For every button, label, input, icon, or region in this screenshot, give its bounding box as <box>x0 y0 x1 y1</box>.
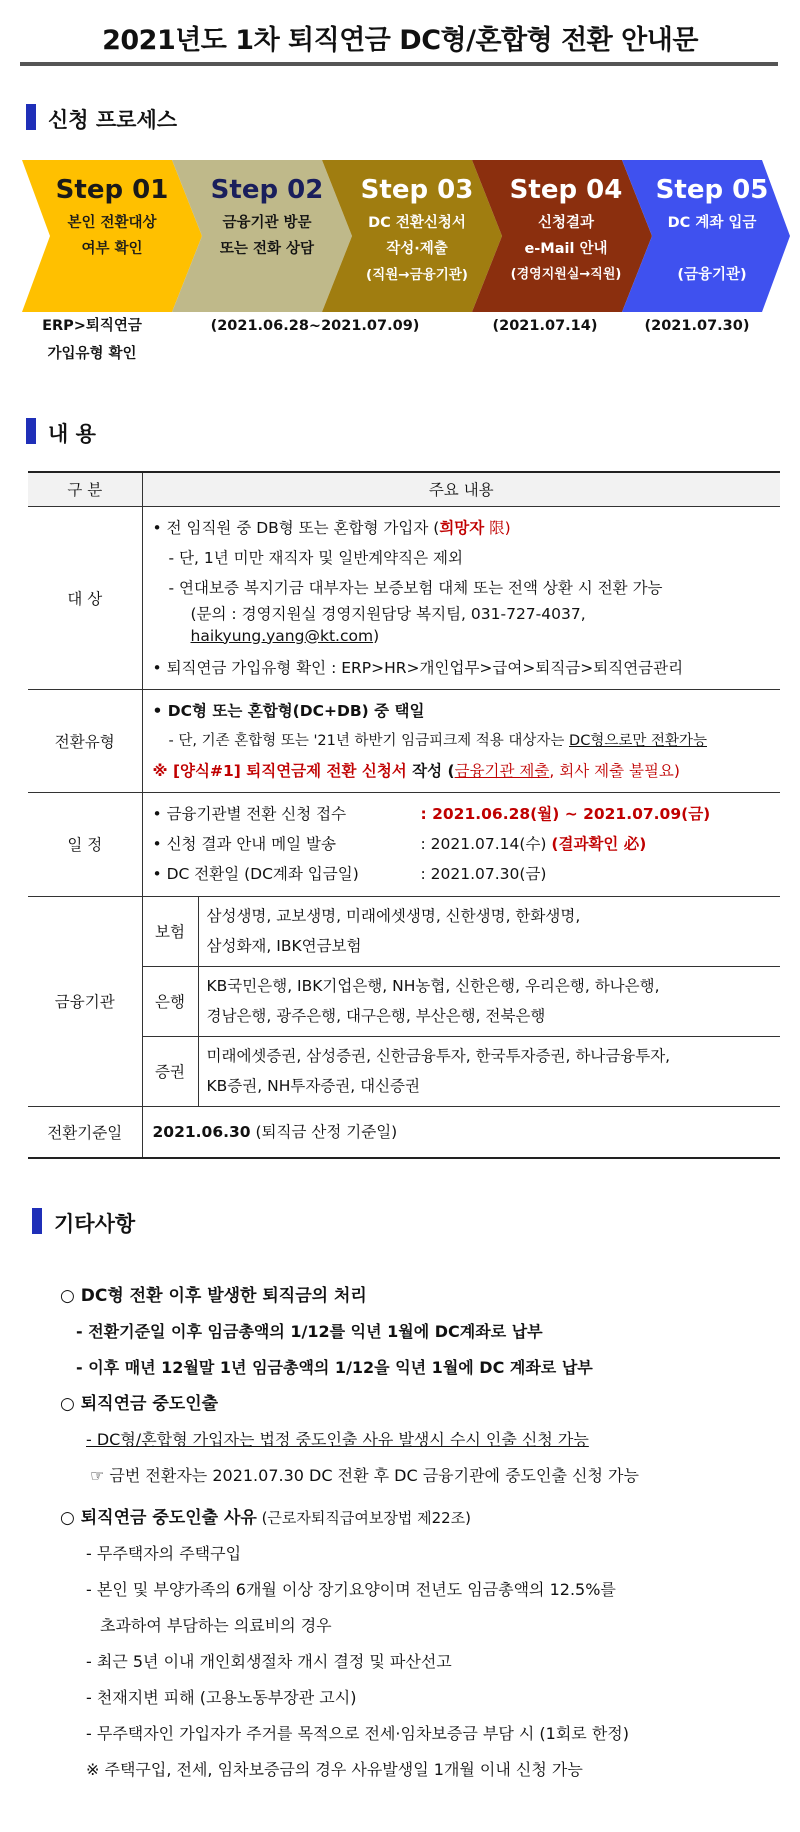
step-04-title: Step 04 <box>509 175 623 205</box>
target-line5: • 퇴직연금 가입유형 확인 : ERP>HR>개인업무>급여>퇴직금>퇴직연금관리 <box>152 658 684 677</box>
row-institutions-label: 금융기관 <box>28 896 142 1106</box>
target-line1: • 전 임직원 중 DB형 또는 혼합형 가입자 (희망자 限) <box>152 518 511 537</box>
target-line4: (문의 : 경영지원실 경영지원담당 복지팀, 031-727-4037, haikyung.yang@kt.com) <box>190 604 586 645</box>
page-title: 2021년도 1차 퇴직연금 DC형/혼합형 전환 안내문 <box>102 25 698 56</box>
type-line2: - 단, 기존 혼합형 또는 '21년 하반기 임금피크제 적용 대상자는 DC형으로만 전환가능 <box>168 732 707 749</box>
etc-content <box>60 1278 780 1788</box>
row-base-date <box>28 1106 780 1158</box>
schedule-line3: • DC 전환일 (DC계좌 입금일) : 2021.07.30(금) <box>152 865 547 883</box>
step-02-line1: 금융기관 방문 <box>222 215 312 231</box>
step-01-line1: 본인 전환대상 <box>67 215 157 231</box>
type-line1: • DC형 또는 혼합형(DC+DB) 중 택일 <box>152 701 425 720</box>
etc-h3-line5: - 천재지변 피해 (고용노동부장관 고시) <box>86 1688 357 1707</box>
process-steps <box>22 160 792 312</box>
row-institutions-insurance <box>28 896 780 966</box>
section-etc-heading <box>32 1208 135 1238</box>
etc-h2-line2: ☞ 금번 전환자는 2021.07.30 DC 전환 후 DC 금융기관에 중도인출 신청 가능 <box>90 1466 639 1485</box>
etc-h1-line1: - 전환기준일 이후 임금총액의 1/12를 익년 1월에 DC계좌로 납부 <box>76 1322 543 1341</box>
securities-list: 미래에셋증권, 삼성증권, 신한금융투자, 한국투자증권, 하나금융투자, KB증권, NH투자증권, 대신증권 <box>198 1036 780 1106</box>
step-04-date: (2021.07.14) <box>492 318 598 334</box>
step-01-note-line2: 가입유형 확인 <box>47 346 137 362</box>
row-type-content <box>142 689 780 792</box>
step-05-line3: (금융기관) <box>677 267 747 283</box>
step-01-line2: 여부 확인 <box>81 241 143 257</box>
row-base-date-label: 전환기준일 <box>28 1106 142 1158</box>
etc-h2-line1: - DC형/혼합형 가입자는 법정 중도인출 사유 발생시 수시 인출 신청 가능 <box>86 1430 589 1449</box>
title-divider <box>20 62 778 66</box>
row-target-label: 대 상 <box>28 506 142 689</box>
row-target-content <box>142 506 780 689</box>
section-marker <box>32 1208 42 1234</box>
step-05-line1: DC 계좌 입금 <box>667 215 757 231</box>
row-type-label: 전환유형 <box>28 689 142 792</box>
step-05-line2 <box>632 236 792 262</box>
etc-h3-line1: - 무주택자의 주택구입 <box>86 1544 242 1563</box>
row-schedule <box>28 792 780 896</box>
section-process-heading <box>26 104 177 134</box>
step-03-line2: 작성·제출 <box>386 241 448 257</box>
content-table <box>28 471 780 1159</box>
section-process-title: 신청 프로세스 <box>48 108 178 132</box>
step-01-title: Step 01 <box>55 175 169 205</box>
step-01-note-line1: ERP>퇴직연금 <box>42 318 142 334</box>
step-04-line3: (경영지원실→직원) <box>510 267 622 282</box>
row-type <box>28 689 780 792</box>
schedule-line1: • 금융기관별 전환 신청 접수 : 2021.06.28(월) ~ 2021.07.09(금) <box>152 805 711 823</box>
etc-h3-line4: - 최근 5년 이내 개인회생절차 개시 결정 및 파산선고 <box>86 1652 452 1671</box>
step-01-note <box>22 312 162 368</box>
target-line3: - 연대보증 복지기금 대부자는 보증보험 대체 또는 전액 상환 시 전환 가능 <box>168 578 663 597</box>
bank-list: KB국민은행, IBK기업은행, NH농협, 신한은행, 우리은행, 하나은행, 경남은행, 광주은행, 대구은행, 부산은행, 전북은행 <box>198 966 780 1036</box>
section-marker <box>26 104 36 130</box>
step-05-date: (2021.07.30) <box>644 318 750 334</box>
row-target <box>28 506 780 689</box>
etc-h3-line7: ※ 주택구입, 전세, 임차보증금의 경우 사유발생일 1개월 이내 신청 가능 <box>86 1760 583 1779</box>
section-etc-title: 기타사항 <box>54 1212 136 1236</box>
row-base-date-content: 2021.06.30 (퇴직금 산정 기준일) <box>142 1106 780 1158</box>
insurance-list: 삼성생명, 교보생명, 미래에셋생명, 신한생명, 한화생명, 삼성화재, IBK연금보험 <box>198 896 780 966</box>
row-schedule-content <box>142 792 780 896</box>
target-line2: - 단, 1년 미만 재직자 및 일반계약직은 제외 <box>168 548 463 567</box>
step-02-title: Step 02 <box>210 175 324 205</box>
type-line3: ※ [양식#1] 퇴직연금제 전환 신청서 작성 (금융기관 제출, 회사 제출 불필요) <box>152 761 680 780</box>
step-03-line3: (직원→금융기관) <box>366 267 468 283</box>
bank-label: 은행 <box>142 966 198 1036</box>
etc-h3-line3: 초과하여 부담하는 의료비의 경우 <box>100 1616 332 1635</box>
contact-email-link[interactable]: haikyung.yang@kt.com <box>190 626 374 645</box>
etc-heading-3: ○ 퇴직연금 중도인출 사유 (근로자퇴직급여보장법 제22조) <box>60 1508 472 1528</box>
step-02-date: (2021.06.28~2021.07.09) <box>210 318 420 334</box>
etc-h3-line2: - 본인 및 부양가족의 6개월 이상 장기요양이며 전년도 임금총액의 12.5%를 <box>86 1580 616 1599</box>
step-02-line2: 또는 전화 상담 <box>219 241 315 257</box>
insurance-label: 보험 <box>142 896 198 966</box>
table-header-row <box>28 472 780 506</box>
step-05-title: Step 05 <box>655 175 769 205</box>
schedule-line2: • 신청 결과 안내 메일 발송 : 2021.07.14(수) (결과확인 必) <box>152 835 647 853</box>
step-03-title: Step 03 <box>360 175 474 205</box>
step-05 <box>622 160 800 312</box>
header-category: 구 분 <box>28 472 142 506</box>
section-content-heading <box>26 418 96 448</box>
etc-heading-1: ○ DC형 전환 이후 발생한 퇴직금의 처리 <box>60 1286 367 1306</box>
etc-h1-line2: - 이후 매년 12월말 1년 임금총액의 1/12을 익년 1월에 DC 계좌로 납부 <box>76 1358 593 1377</box>
header-content: 주요 내용 <box>142 472 780 506</box>
etc-h3-line6: - 무주택자인 가입자가 주거를 목적으로 전세·임차보증금 부담 시 (1회로 한정) <box>86 1724 629 1743</box>
securities-label: 증권 <box>142 1036 198 1106</box>
section-marker <box>26 418 36 444</box>
step-03-line1: DC 전환신청서 <box>368 215 466 231</box>
row-schedule-label: 일 정 <box>28 792 142 896</box>
section-content-title: 내 용 <box>48 422 96 446</box>
step-04-line1: 신청결과 <box>537 215 595 231</box>
etc-heading-2: ○ 퇴직연금 중도인출 <box>60 1394 219 1414</box>
step-04-line2: e-Mail 안내 <box>524 241 608 257</box>
